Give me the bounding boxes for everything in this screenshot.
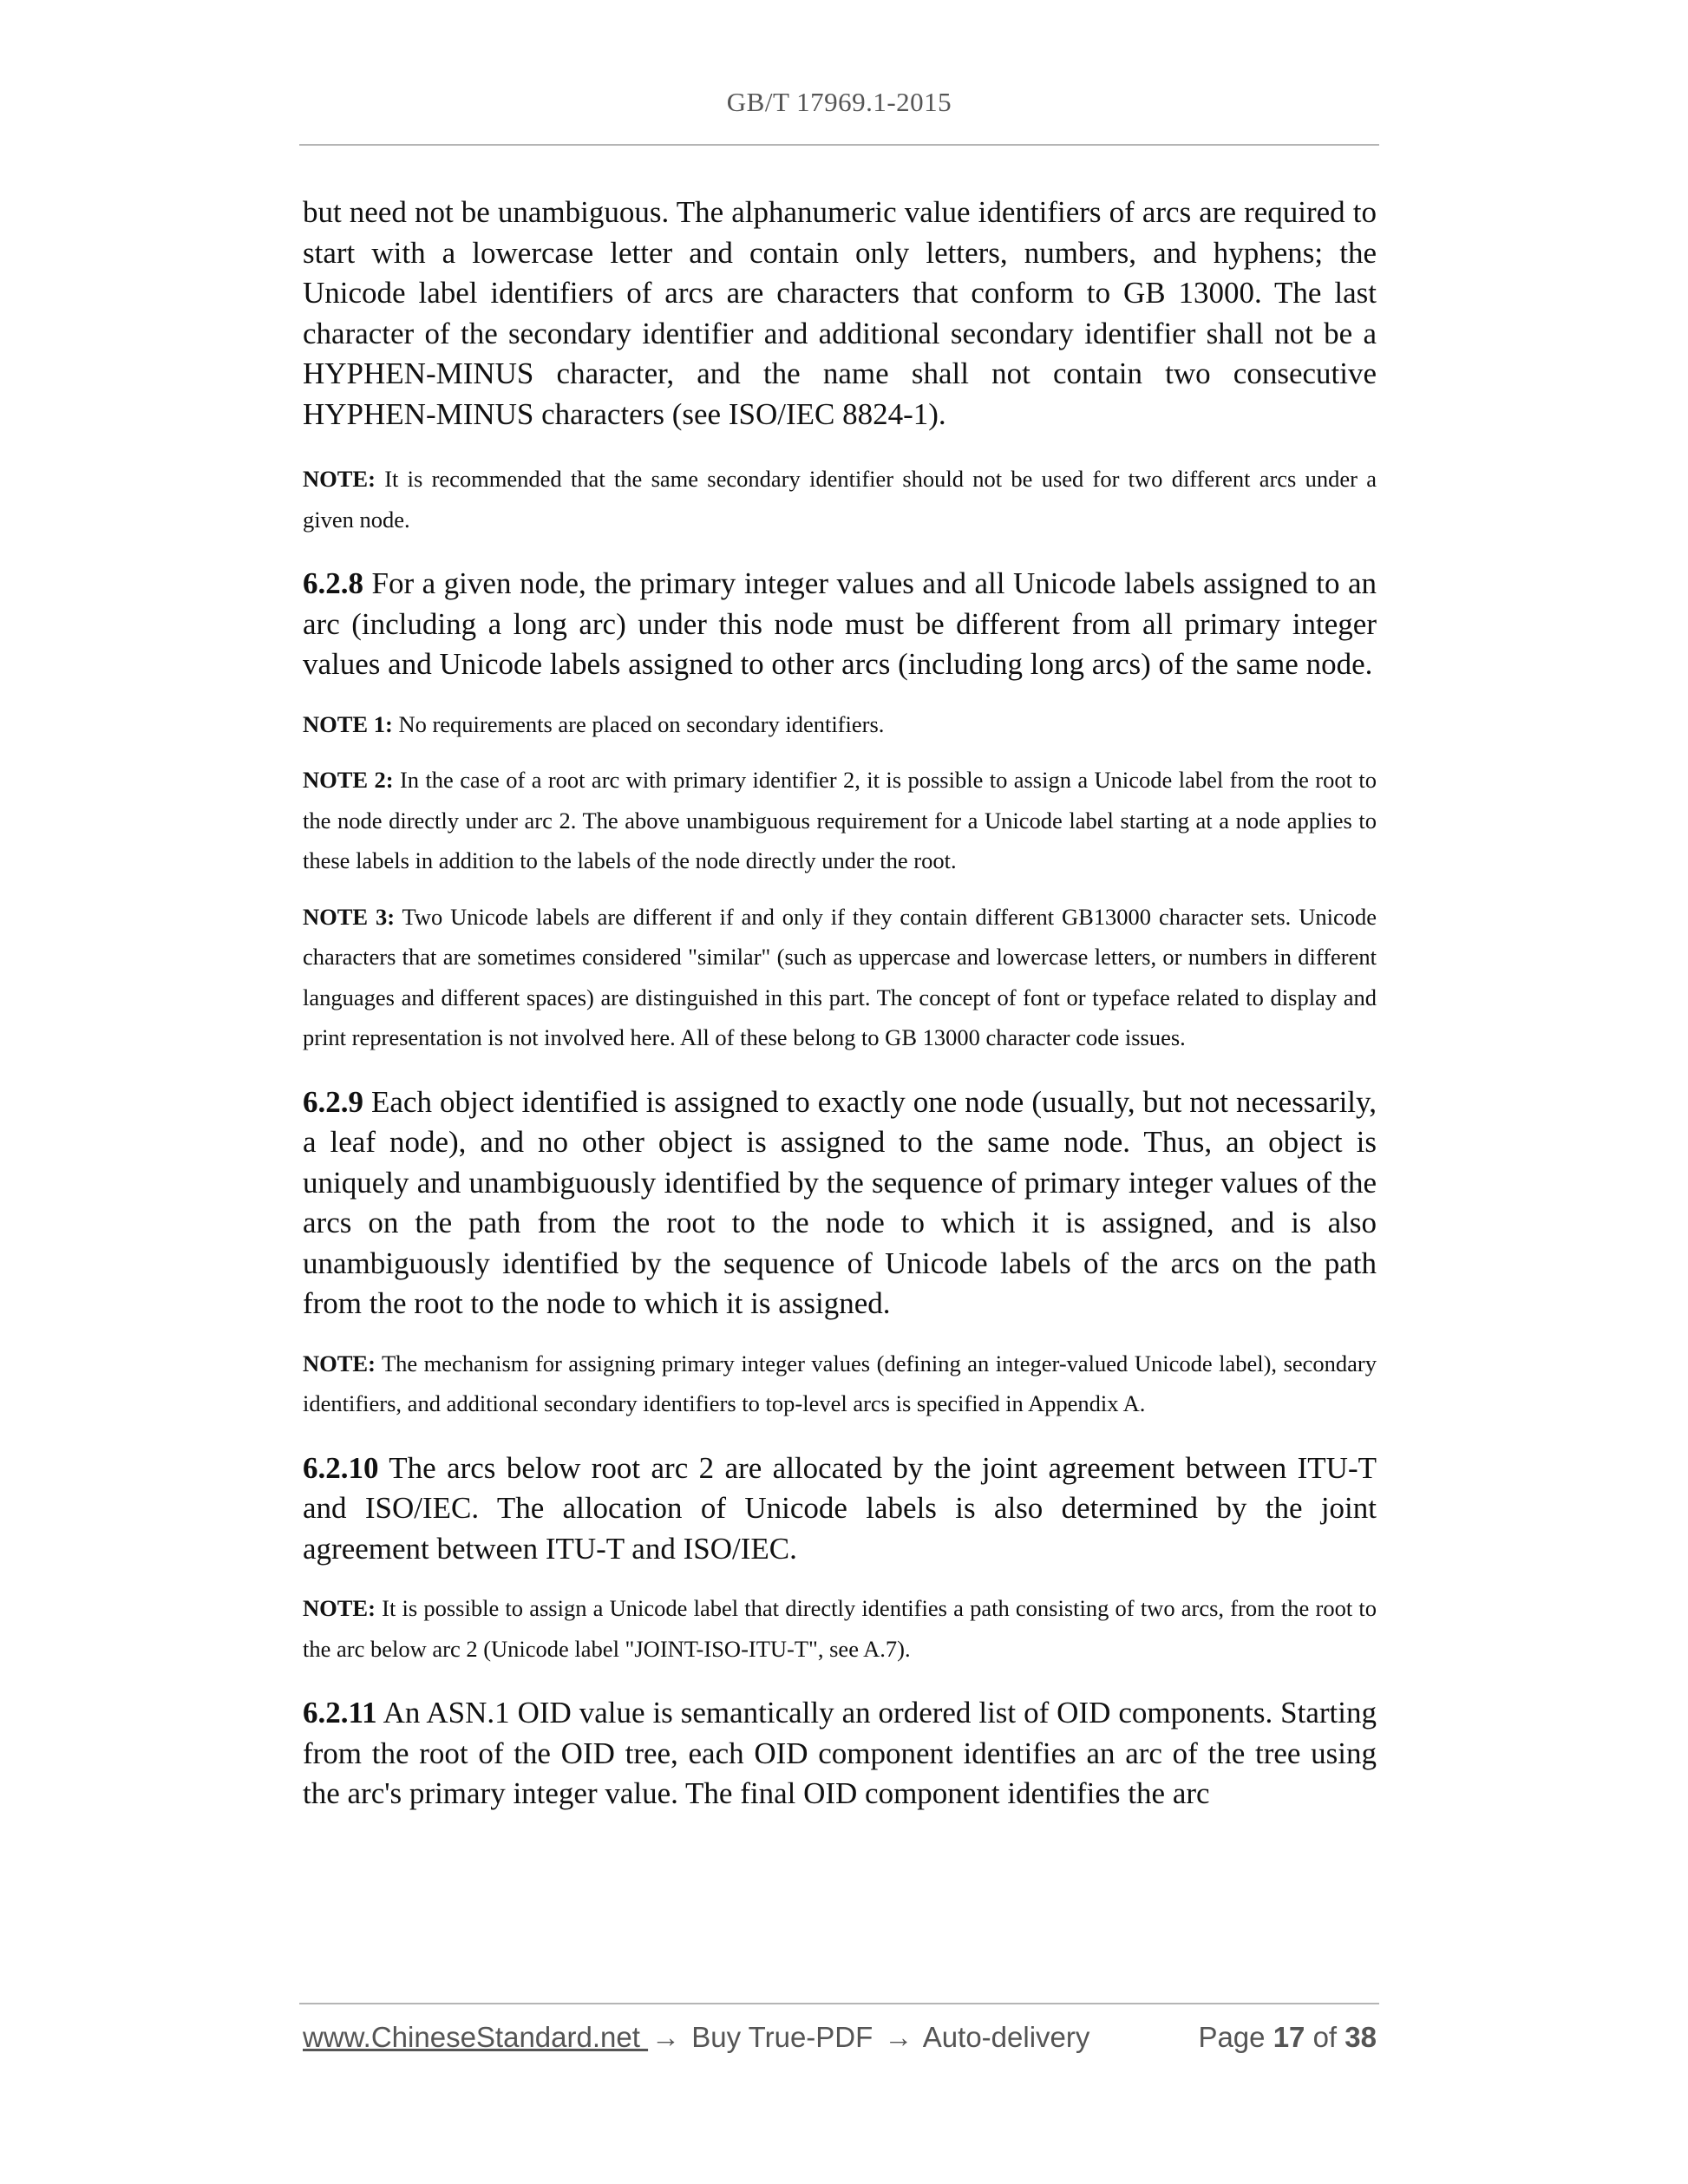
note-text: It is recommended that the same secondary identifier should not be used for two different arcs under a given node. [303, 466, 1377, 533]
clause-text: For a given node, the primary integer values and all Unicode labels assigned to an arc (including a long arc) under this node must be different from all primary integer values and Unicode labels assigned to other arcs (including long arcs) of the same node. [303, 566, 1377, 681]
clause-text: Each object identified is assigned to exactly one node (usually, but not necessarily, a leaf node), and no other object is assigned to the same node. Thus, an object is uniquely and unambiguously identified by the sequence of primary integer values of the arcs on the path from the root to the node to which it is assigned, and is also unambiguously identified by the sequence of Unicode labels of the arcs on the path from the root to the node to which it is assigned. [303, 1084, 1377, 1320]
document-body [303, 193, 1377, 1815]
page-indicator [1198, 2021, 1377, 2054]
page-header [299, 87, 1379, 118]
clause-6-2-11 [303, 1693, 1377, 1815]
note [303, 1344, 1377, 1424]
note-text: No requirements are placed on secondary identifiers. [392, 710, 885, 737]
note-label: NOTE 2: [303, 767, 394, 793]
footer-promo [303, 2021, 1089, 2054]
page-label: Page [1198, 2021, 1266, 2053]
of-label: of [1312, 2021, 1338, 2053]
note [303, 1588, 1377, 1669]
note-label: NOTE 1: [303, 710, 393, 737]
note-3 [303, 897, 1377, 1058]
note [303, 459, 1377, 539]
auto-delivery-text: Auto-delivery [916, 2021, 1090, 2053]
note-label: NOTE: [303, 1595, 376, 1621]
clause-number: 6.2.10 [303, 1450, 379, 1485]
total-pages-number: 38 [1345, 2021, 1377, 2053]
current-page-number: 17 [1273, 2021, 1305, 2053]
arrow-right-icon: → [651, 2021, 681, 2053]
clause-6-2-8 [303, 564, 1377, 685]
clause-text: An ASN.1 OID value is semantically an ordered list of OID components. Starting from the root of the OID tree, each OID component identifies an arc of the tree using the arc's primary integer value. The final OID component identifies the arc [303, 1696, 1377, 1810]
note-1 [303, 704, 1377, 745]
note-label: NOTE: [303, 466, 376, 492]
note-text: In the case of a root arc with primary identifier 2, it is possible to assign a Unicode label from the root to the node directly under arc 2. The above unambiguous requirement for a Unicode label starting at a node applies to these labels in addition to the labels of the node directly under the root. [303, 767, 1377, 873]
note-2 [303, 760, 1377, 881]
clause-6-2-10 [303, 1448, 1377, 1570]
buy-true-pdf-text: Buy True-PDF [684, 2021, 881, 2053]
note-text: It is possible to assign a Unicode label that directly identifies a path consisting of two arcs, from the root to the arc below arc 2 (Unicode label "JOINT-ISO-ITU-T", see A.7). [303, 1595, 1377, 1662]
clause-number: 6.2.11 [303, 1696, 377, 1730]
header-divider [299, 144, 1379, 146]
clause-text: The arcs below root arc 2 are allocated by the joint agreement between ITU-T and ISO/IEC. The allocation of Unicode labels is also determined by the joint agreement between ITU-T and ISO/IEC. [303, 1450, 1377, 1566]
footer-divider [299, 2003, 1379, 2004]
standard-id: GB/T 17969.1-2015 [726, 87, 952, 117]
arrow-right-icon: → [884, 2021, 913, 2053]
clause-number: 6.2.9 [303, 1084, 363, 1119]
paragraph-continued: but need not be unambiguous. The alphanumeric value identifiers of arcs are required to start with a lowercase letter and contain only letters, numbers, and hyphens; the Unicode label identifiers of arcs are characters that conform to GB 13000. The last character of the secondary identifier and additional secondary identifier shall not be a HYPHEN-MINUS character, and the name shall not contain two consecutive HYPHEN-MINUS characters (see ISO/IEC 8824-1). [303, 195, 1377, 431]
note-text: Two Unicode labels are different if and only if they contain different GB13000 character sets. Unicode characters that are sometimes considered "similar" (such as uppercase and lowercase letters, or numbers in different languages and different spaces) are distinguished in this part. The concept of font or typeface related to display and print representation is not involved here. All of these belong to GB 13000 character code issues. [303, 903, 1377, 1050]
note-label: NOTE 3: [303, 903, 396, 930]
website-link[interactable]: www.ChineseStandard.net [303, 2021, 649, 2053]
note-label: NOTE: [303, 1350, 376, 1376]
note-text: The mechanism for assigning primary integer values (defining an integer-valued Unicode label), secondary identifiers, and additional secondary identifiers to top-level arcs is specified in Appendix A. [303, 1350, 1377, 1416]
clause-6-2-9 [303, 1082, 1377, 1324]
clause-number: 6.2.8 [303, 566, 363, 600]
page-footer [303, 2021, 1377, 2059]
